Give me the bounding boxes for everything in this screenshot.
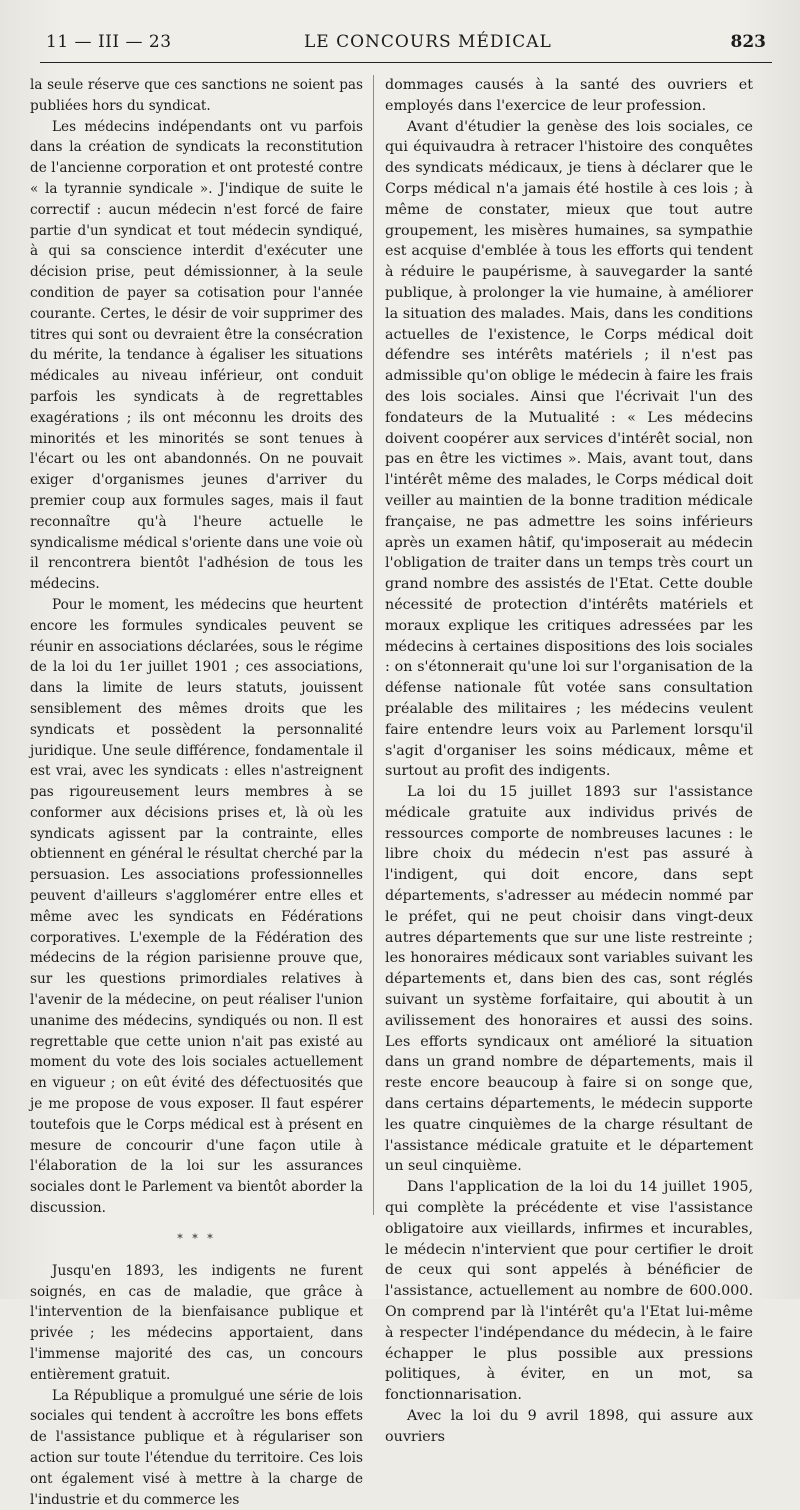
right-paragraph-1: dommages causés à la santé des ouvriers et employés dans l'exercice de leur profession.: [385, 77, 753, 114]
right-column: [385, 75, 753, 1448]
left-column: [30, 75, 363, 1510]
journal-title: LE CONCOURS MÉDICAL: [304, 32, 552, 52]
left-paragraph-5: La République a promulgué une série de lois sociales qui tendent à accroître les bons effets de l'assistance publique et à régulariser son action sur toute l'étendue du territoire. Ces lois ont également visé à mettre à la charge de l'industrie et du commerce les: [30, 1387, 363, 1508]
right-paragraph-4: Dans l'application de la loi du 14 juillet 1905, qui complète la précédente et vise l'assistance obligatoire aux vieillards, infirmes et incurables, le médecin n'intervient que pour certifier le droit de ceux qui sont appelés à bénéficier de l'assistance, actuellement au nombre de 600.000. On comprend par là l'intérêt qu'a l'Etat lui-même à respecter l'indépendance du médecin, à le faire échapper le plus possible aux pressions politiques, à éviter, en un mot, sa fonctionnarisation.: [385, 1179, 753, 1404]
right-paragraph-2: Avant d'étudier la genèse des lois sociales, ce qui équivaudra à retracer l'histoire des conquêtes des syndicats médicaux, je tiens à déclarer que le Corps médical n'a jamais été hostile à ces lois ; à même de constater, mieux que tout autre groupement, les misères humaines, sa sympathie est acquise d'emblée à tous les efforts qui tendent à réduire le paupérisme, à sauvegarder la santé publique, à prolonger la vie humaine, à améliorer la situation des malades. Mais, dans les conditions actuelles de l'existence, le Corps médical doit défendre ses intérêts matériels ; il n'est pas admissible qu'on oblige le médecin à faire les frais des lois sociales. Ainsi que l'écrivait l'un des fondateurs de la Mutualité : « Les médecins doivent coopérer aux services d'intérêt social, non pas en être les victimes ». Mais, avant tout, dans l'intérêt même des malades, le Corps médical doit veiller au maintien de la bonne tradition médicale française, ne pas admettre les soins inférieurs après un examen hâtif, qu'imposerait au médecin l'obligation de traiter dans un temps très court un grand nombre des assistés de l'Etat. Cette double nécessité de protection d'intérêts matériels et moraux explique les critiques adressées par les médecins à certaines dispositions des lois sociales : on s'étonnerait qu'une loi sur l'organisation de la défense nationale fût votée sans consultation préalable des militaires ; les médecins veulent faire entendre leurs voix au Parlement lorsqu'il s'agit d'organiser les soins médicaux, même et surtout au profit des indigents.: [385, 118, 753, 780]
left-paragraph-4: Jusqu'en 1893, les indigents ne furent soignés, en cas de maladie, que grâce à l'intervention de la bienfaisance publique et privée ; les médecins apportaient, dans l'immense majorité des cas, un concours entièrement gratuit.: [30, 1262, 363, 1383]
right-paragraph-5: Avec la loi du 9 avril 1898, qui assure aux ouvriers: [385, 1408, 753, 1445]
left-paragraph-2: Les médecins indépendants ont vu parfois dans la création de syndicats la reconstitution de l'ancienne corporation et ont protesté contre « la tyrannie syndicale ». J'indique de suite le correctif : aucun médecin n'est forcé de faire partie d'un syndicat et tout médecin syndiqué, à qui sa conscience interdit d'exécuter une décision prise, peut démissionner, à la seule condition de payer sa cotisation pour l'année courante. Certes, le désir de voir supprimer des titres qui sont ou devraient être la consécration du mérite, la tendance à égaliser les situations médicales au niveau inférieur, ont conduit parfois les syndicats à de regrettables exagérations ; ils ont méconnu les droits des minorités et les minorités se sont tenues à l'écart ou les ont abandonnés. On ne pouvait exiger d'organismes jeunes d'arriver du premier coup aux formules sages, mais il faut reconnaître qu'à l'heure actuelle le syndicalisme médical s'oriente dans une voie où il rencontrera bientôt l'adhésion de tous les médecins.: [30, 118, 363, 593]
right-paragraph-3: La loi du 15 juillet 1893 sur l'assistance médicale gratuite aux individus privés de ressources comporte de nombreuses lacunes : le libre choix du médecin n'est pas assuré à l'indigent, qui doit encore, dans sept départements, s'adresser au médecin nommé par le préfet, qui ne peut choisir dans vingt-deux autres départements que sur une liste restreinte ; les honoraires médicaux sont variables suivant les départements et, dans bien des cas, sont réglés suivant un système forfaitaire, qui aboutit à un avilissement des honoraires et aussi des soins. Les efforts syndicaux ont amélioré la situation dans un grand nombre de départements, mais il reste encore beaucoup à faire si on songe que, dans certains départements, le médecin supporte les quatre cinquièmes de la charge résultant de l'assistance médicale gratuite et le département un seul cinquième.: [385, 784, 753, 1175]
page-number: 823: [730, 32, 766, 52]
left-paragraph-1: la seule réserve que ces sanctions ne soient pas publiées hors du syndicat.: [30, 77, 363, 114]
left-paragraph-3: Pour le moment, les médecins que heurtent encore les formules syndicales peuvent se réunir en associations déclarées, sous le régime de la loi du 1er juillet 1901 ; ces associations, dans la limite de leurs statuts, jouissent sensiblement des mêmes droits que les syndicats et possèdent la personnalité juridique. Une seule différence, fondamentale il est vrai, avec les syndicats : elles n'astreignent pas rigoureusement leurs membres à se conformer aux décisions prises et, là où les syndicats agissent par la contrainte, elles obtiennent en général le résultat cherché par la persuasion. Les associations professionnelles peuvent d'ailleurs s'agglomérer entre elles et même avec les syndicats en Fédérations corporatives. L'exemple de la Fédération des médecins de la région parisienne prouve que, sur les questions primordiales relatives à l'avenir de la médecine, on peut réaliser l'union unanime des médecins, syndiqués ou non. Il est regrettable que cette union n'ait pas existé au moment du vote des lois sociales actuellement en vigueur ; on eût évité des défectuosités que je me propose de vous exposer. Il faut espérer toutefois que le Corps médical est à présent en mesure de concourir d'une façon utile à l'élaboration de la loi sur les assurances sociales dont le Parlement va bientôt aborder la discussion.: [30, 596, 363, 1217]
running-header: [42, 32, 770, 58]
column-divider: [373, 75, 374, 1215]
issue-date: 11 — III — 23: [46, 32, 172, 52]
section-separator: * * *: [177, 1231, 216, 1245]
header-rule: [40, 62, 772, 63]
